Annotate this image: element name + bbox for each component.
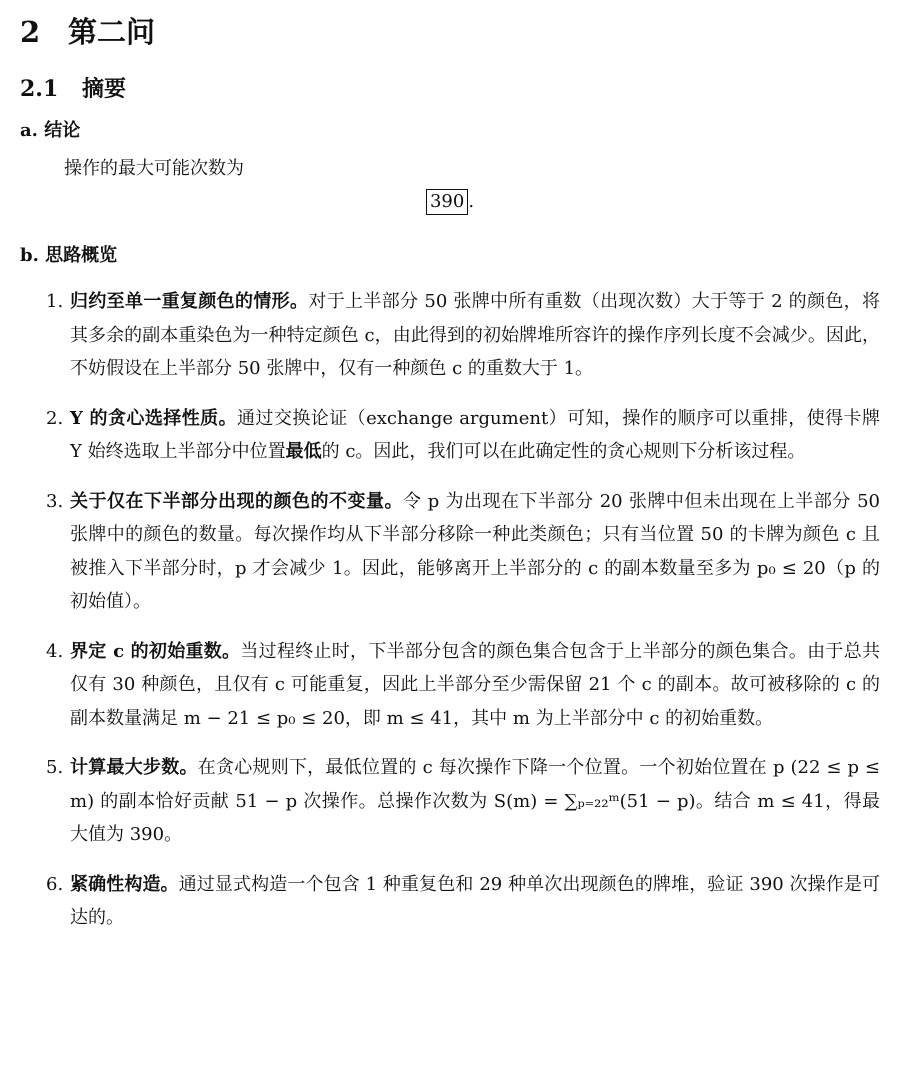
section-heading [20, 12, 880, 52]
list-item [20, 751, 880, 852]
answer-box: 390 [426, 189, 468, 215]
item-body: 通过交换论证（exchange argument）可知，操作的顺序可以重排，使得卡牌 Y 始终选取上半部分中位置 [70, 407, 880, 462]
section-title: 第二问 [68, 15, 156, 49]
item-body: 当过程终止时，下半部分包含的颜色集合包含于上半部分的颜色集合。由于总共仅有 30 种颜色，且仅有 c 可能重复，因此上半部分至少需保留 21 个 c 的副本。故可被移除的 c 的副本数量满足 m − 21 ≤ p₀ ≤ 20，即 m ≤ 41，其中 m 为上半部分中 c 的初始重数。 [70, 640, 880, 729]
item-lead: 紧确性构造。 [70, 873, 179, 895]
list-item [20, 868, 880, 935]
subsection-heading [20, 74, 880, 104]
item-lead: 界定 c 的初始重数。 [70, 640, 241, 662]
item-body: 对于上半部分 50 张牌中所有重数（出现次数）大于等于 2 的颜色，将其多余的副本重染色为一种特定颜色 c，由此得到的初始牌堆所容许的操作序列长度不会减少。因此，不妨假设在上半部分 50 张牌中，仅有一种颜色 c 的重数大于 1。 [70, 291, 880, 379]
list-item [20, 402, 880, 469]
overview-list [20, 285, 880, 935]
item-index: 3. [46, 490, 64, 512]
item-index: 2. [46, 407, 64, 429]
list-item [20, 485, 880, 619]
answer-line [20, 187, 880, 217]
item-lead: 计算最大步数。 [70, 757, 198, 778]
section-number: 2 [20, 15, 41, 49]
item-body-tail: 的 c。因此，我们可以在此确定性的贪心规则下分析该过程。 [321, 441, 806, 462]
item-lead: Y 的贪心选择性质。 [70, 407, 238, 429]
item-index: 4. [46, 640, 64, 662]
list-item [20, 635, 880, 736]
item-body-emphasis: 最低 [285, 441, 322, 462]
item-body: 令 p 为出现在下半部分 20 张牌中但未出现在上半部分 50 张牌中的颜色的数量。每次操作均从下半部分移除一种此类颜色；只有当位置 50 的卡牌为颜色 c 且被推入下半部分时，p 才会减少 1。因此，能够离开上半部分的 c 的副本数量至多为 p₀ ≤ 20（p 的初始值）。 [70, 490, 881, 612]
list-item [20, 285, 880, 386]
item-index: 5. [46, 757, 64, 778]
item-index: 6. [46, 873, 64, 895]
answer-suffix: . [468, 191, 475, 212]
item-body: 在贪心规则下，最低位置的 c 每次操作下降一个位置。一个初始位置在 p (22 ≤ p ≤ m) 的副本恰好贡献 51 − p 次操作。总操作次数为 S(m) = ∑ₚ₌₂₂ᵐ(51 − p)。结合 m ≤ 41，得最大值为 390。 [70, 757, 881, 845]
overview-heading: b. 思路概览 [20, 245, 118, 266]
conclusion-heading: a. 结论 [20, 120, 81, 141]
item-lead: 归约至单一重复颜色的情形。 [70, 291, 309, 312]
item-index: 1. [46, 291, 64, 312]
subsection-number: 2.1 [20, 76, 59, 102]
conclusion-text: 操作的最大可能次数为 [64, 158, 244, 179]
subsection-title: 摘要 [82, 76, 127, 102]
item-body: 通过显式构造一个包含 1 种重复色和 29 种单次出现颜色的牌堆，验证 390 次操作是可达的。 [70, 873, 881, 928]
item-lead: 关于仅在下半部分出现的颜色的不变量。 [70, 490, 404, 512]
